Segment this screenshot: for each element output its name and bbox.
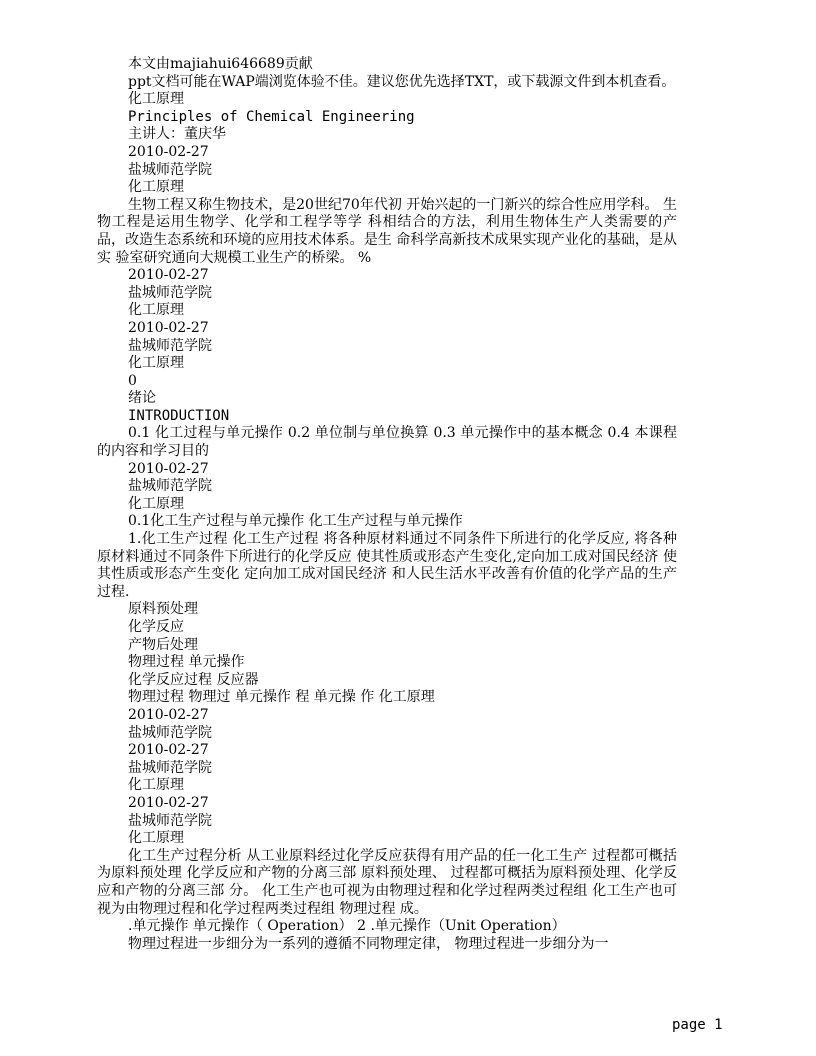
text-line: 2010-02-27 bbox=[128, 267, 209, 284]
text-line: 本文由majiahui646689贡献 bbox=[128, 56, 313, 72]
text-line: 0 bbox=[128, 372, 137, 389]
text-line: 盐城师范学院 bbox=[128, 724, 212, 741]
text-line: 主讲人：董庆华 bbox=[128, 126, 226, 143]
text-line: 盐城师范学院 bbox=[128, 759, 212, 776]
text-line: 化工原理 bbox=[128, 355, 184, 372]
text-paragraph: 0.1 化工过程与单元操作 0.2 单位制与单位换算 0.3 单元操作中的基本概念 0.4 本课程的内容和学习目的 bbox=[97, 425, 677, 460]
text-line: 物理过程 物理过 单元操作 程 单元操 作 化工原理 bbox=[128, 689, 435, 706]
text-line: Principles of Chemical Engineering bbox=[128, 108, 415, 125]
text-line: 物理过程 单元操作 bbox=[128, 654, 245, 671]
text-line: 化工原理 bbox=[128, 91, 184, 108]
text-line: 0.1化工生产过程与单元操作 化工生产过程与单元操作 bbox=[128, 513, 463, 530]
text-line: 物理过程进一步细分为一系列的遵循不同物理定律， 物理过程进一步细分为一 bbox=[128, 935, 609, 952]
text-line: 化工原理 bbox=[128, 830, 184, 847]
text-line: 盐城师范学院 bbox=[128, 161, 212, 178]
text-line: 绪论 bbox=[128, 390, 156, 407]
text-paragraph: ppt文档可能在WAP端浏览体验不佳。建议您优先选择TXT，或下载源文件到本机查看。 bbox=[128, 73, 676, 90]
text-line: 化学反应 bbox=[128, 619, 184, 635]
page-number: page 1 bbox=[672, 1017, 723, 1033]
text-paragraph: 化工生产过程分析 从工业原料经过化学反应获得有用产品的任一化工生产 过程都可概括为原料预处理 化学反应和产物的分离三部 原料预处理、 过程都可概括为原料预处理、化学反应和产物的分离三部 分。 化工生产也可视为由物理过程和化学过程两类过程组 化工生产也可视为由物理过程和化学过程两类过程组 物理过程 成。 bbox=[97, 847, 677, 917]
text-line: 化工原理 bbox=[128, 179, 184, 196]
document-body bbox=[97, 56, 677, 953]
text-line: 2010-02-27 bbox=[128, 794, 209, 811]
text-paragraph: 1.化工生产过程 化工生产过程 将各种原材料通过不同条件下所进行的化学反应, 将各种原材料通过不同条件下所进行的化学反应 使其性质或形态产生变化,定向加工成对国民经济 使其性质或形态产生变化 定向加工成对国民经济 和人民生活水平改善有价值的化学产品的生产过程. bbox=[97, 531, 677, 600]
text-line: 化工原理 bbox=[128, 302, 184, 319]
text-line: 化学反应过程 反应器 bbox=[128, 671, 259, 688]
text-line: 盐城师范学院 bbox=[128, 337, 212, 354]
text-line: 盐城师范学院 bbox=[128, 284, 212, 301]
text-line: 盐城师范学院 bbox=[128, 812, 212, 829]
text-line: 化工原理 bbox=[128, 777, 184, 794]
text-line: .单元操作 单元操作（ Operation） 2 .单元操作（Unit Operation） bbox=[128, 918, 566, 935]
text-line: 产物后处理 bbox=[128, 636, 198, 653]
text-line: 盐城师范学院 bbox=[128, 478, 212, 495]
text-line: 2010-02-27 bbox=[128, 460, 209, 477]
text-line: 2010-02-27 bbox=[128, 706, 209, 723]
text-line: 2010-02-27 bbox=[128, 319, 209, 336]
text-line: 化工原理 bbox=[128, 495, 184, 512]
text-line: INTRODUCTION bbox=[128, 407, 230, 424]
text-line: 原料预处理 bbox=[128, 601, 198, 618]
text-paragraph: 生物工程又称生物技术，是20世纪70年代初 开始兴起的一门新兴的综合性应用学科。 生物工程是运用生物学、化学和工程学等学 科相结合的方法，利用生物体生产人类需要的产 品，改造生态系统和环境的应用技术体系。是生 命科学高新技术成果实现产业化的基础，是从实 验室研究通向大规模工业生产的桥梁。 % bbox=[97, 196, 677, 266]
text-line: 2010-02-27 bbox=[128, 143, 209, 160]
text-line: 2010-02-27 bbox=[128, 742, 209, 759]
